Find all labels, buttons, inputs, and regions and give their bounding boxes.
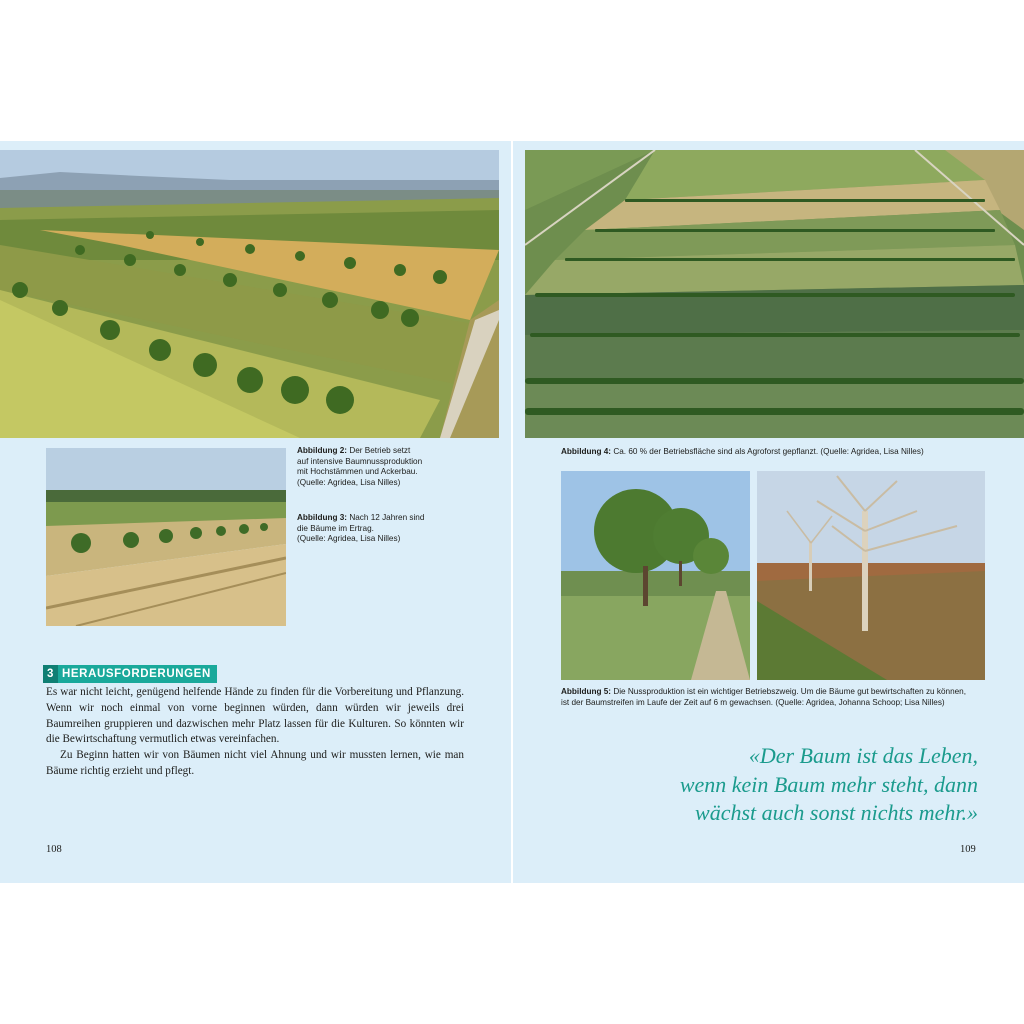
paragraph: Es war nicht leicht, genügend helfende Hände zu finden für die Vorbereitung und Pflanzung. Wenn wir noch einmal von vorne beginnen würden, dann würden wir jeweils drei Baumreihen gruppieren und dazwischen mehr Platz lassen für die Kulturen. So könnten wir die Bewirtschaftung vermutlich etwas vereinfachen. bbox=[46, 686, 464, 746]
page-number-left: 108 bbox=[46, 844, 62, 855]
caption-figure-5: Abbildung 5: Die Nussproduktion ist ein wichtiger Betriebszweig. Um die Bäume gut bewirtschaften zu können, ist der Baumstreifen im Laufe der Zeit auf 6 m gewachsen. (Quelle: Agridea, Johanna Schoop; Lisa Nilles) bbox=[561, 687, 967, 707]
photo-aerial-lake-fields bbox=[0, 150, 499, 438]
quote-line: wächst auch sonst nichts mehr.» bbox=[695, 800, 978, 825]
photo-walnut-trees-summer bbox=[561, 471, 750, 680]
caption-figure-2: Abbildung 2: Der Betrieb setzt auf intensive Baumnussproduktion mit Hochstämmen und Ackerbau. (Quelle: Agridea, Lisa Nilles) bbox=[297, 446, 423, 487]
photo-tree-rows-wheat bbox=[46, 448, 286, 626]
page-divider bbox=[511, 141, 513, 883]
caption-figure-4: Abbildung 4: Ca. 60 % der Betriebsfläche sind als Agroforst gepflanzt. (Quelle: Agridea, Lisa Nilles) bbox=[561, 447, 924, 456]
pull-quote bbox=[600, 742, 978, 828]
caption-figure-3: Abbildung 3: Nach 12 Jahren sind die Bäume im Ertrag. (Quelle: Agridea, Lisa Nilles) bbox=[297, 513, 425, 543]
page-number-right: 109 bbox=[960, 844, 976, 855]
book-spread bbox=[0, 141, 1024, 883]
body-text bbox=[46, 685, 464, 780]
section-title: HERAUSFORDERUNGEN bbox=[62, 668, 211, 680]
quote-line: «Der Baum ist das Leben, bbox=[748, 743, 978, 768]
photo-aerial-agroforest-stripes bbox=[525, 150, 1024, 438]
paragraph: Zu Beginn hatten wir von Bäumen nicht viel Ahnung und wir mussten lernen, wie man Bäume richtig erzieht und pflegt. bbox=[46, 749, 464, 777]
quote-line: wenn kein Baum mehr steht, dann bbox=[679, 771, 978, 797]
section-number: 3 bbox=[43, 665, 58, 683]
section-heading bbox=[43, 665, 217, 683]
photo-young-trees-autumn bbox=[757, 471, 985, 680]
